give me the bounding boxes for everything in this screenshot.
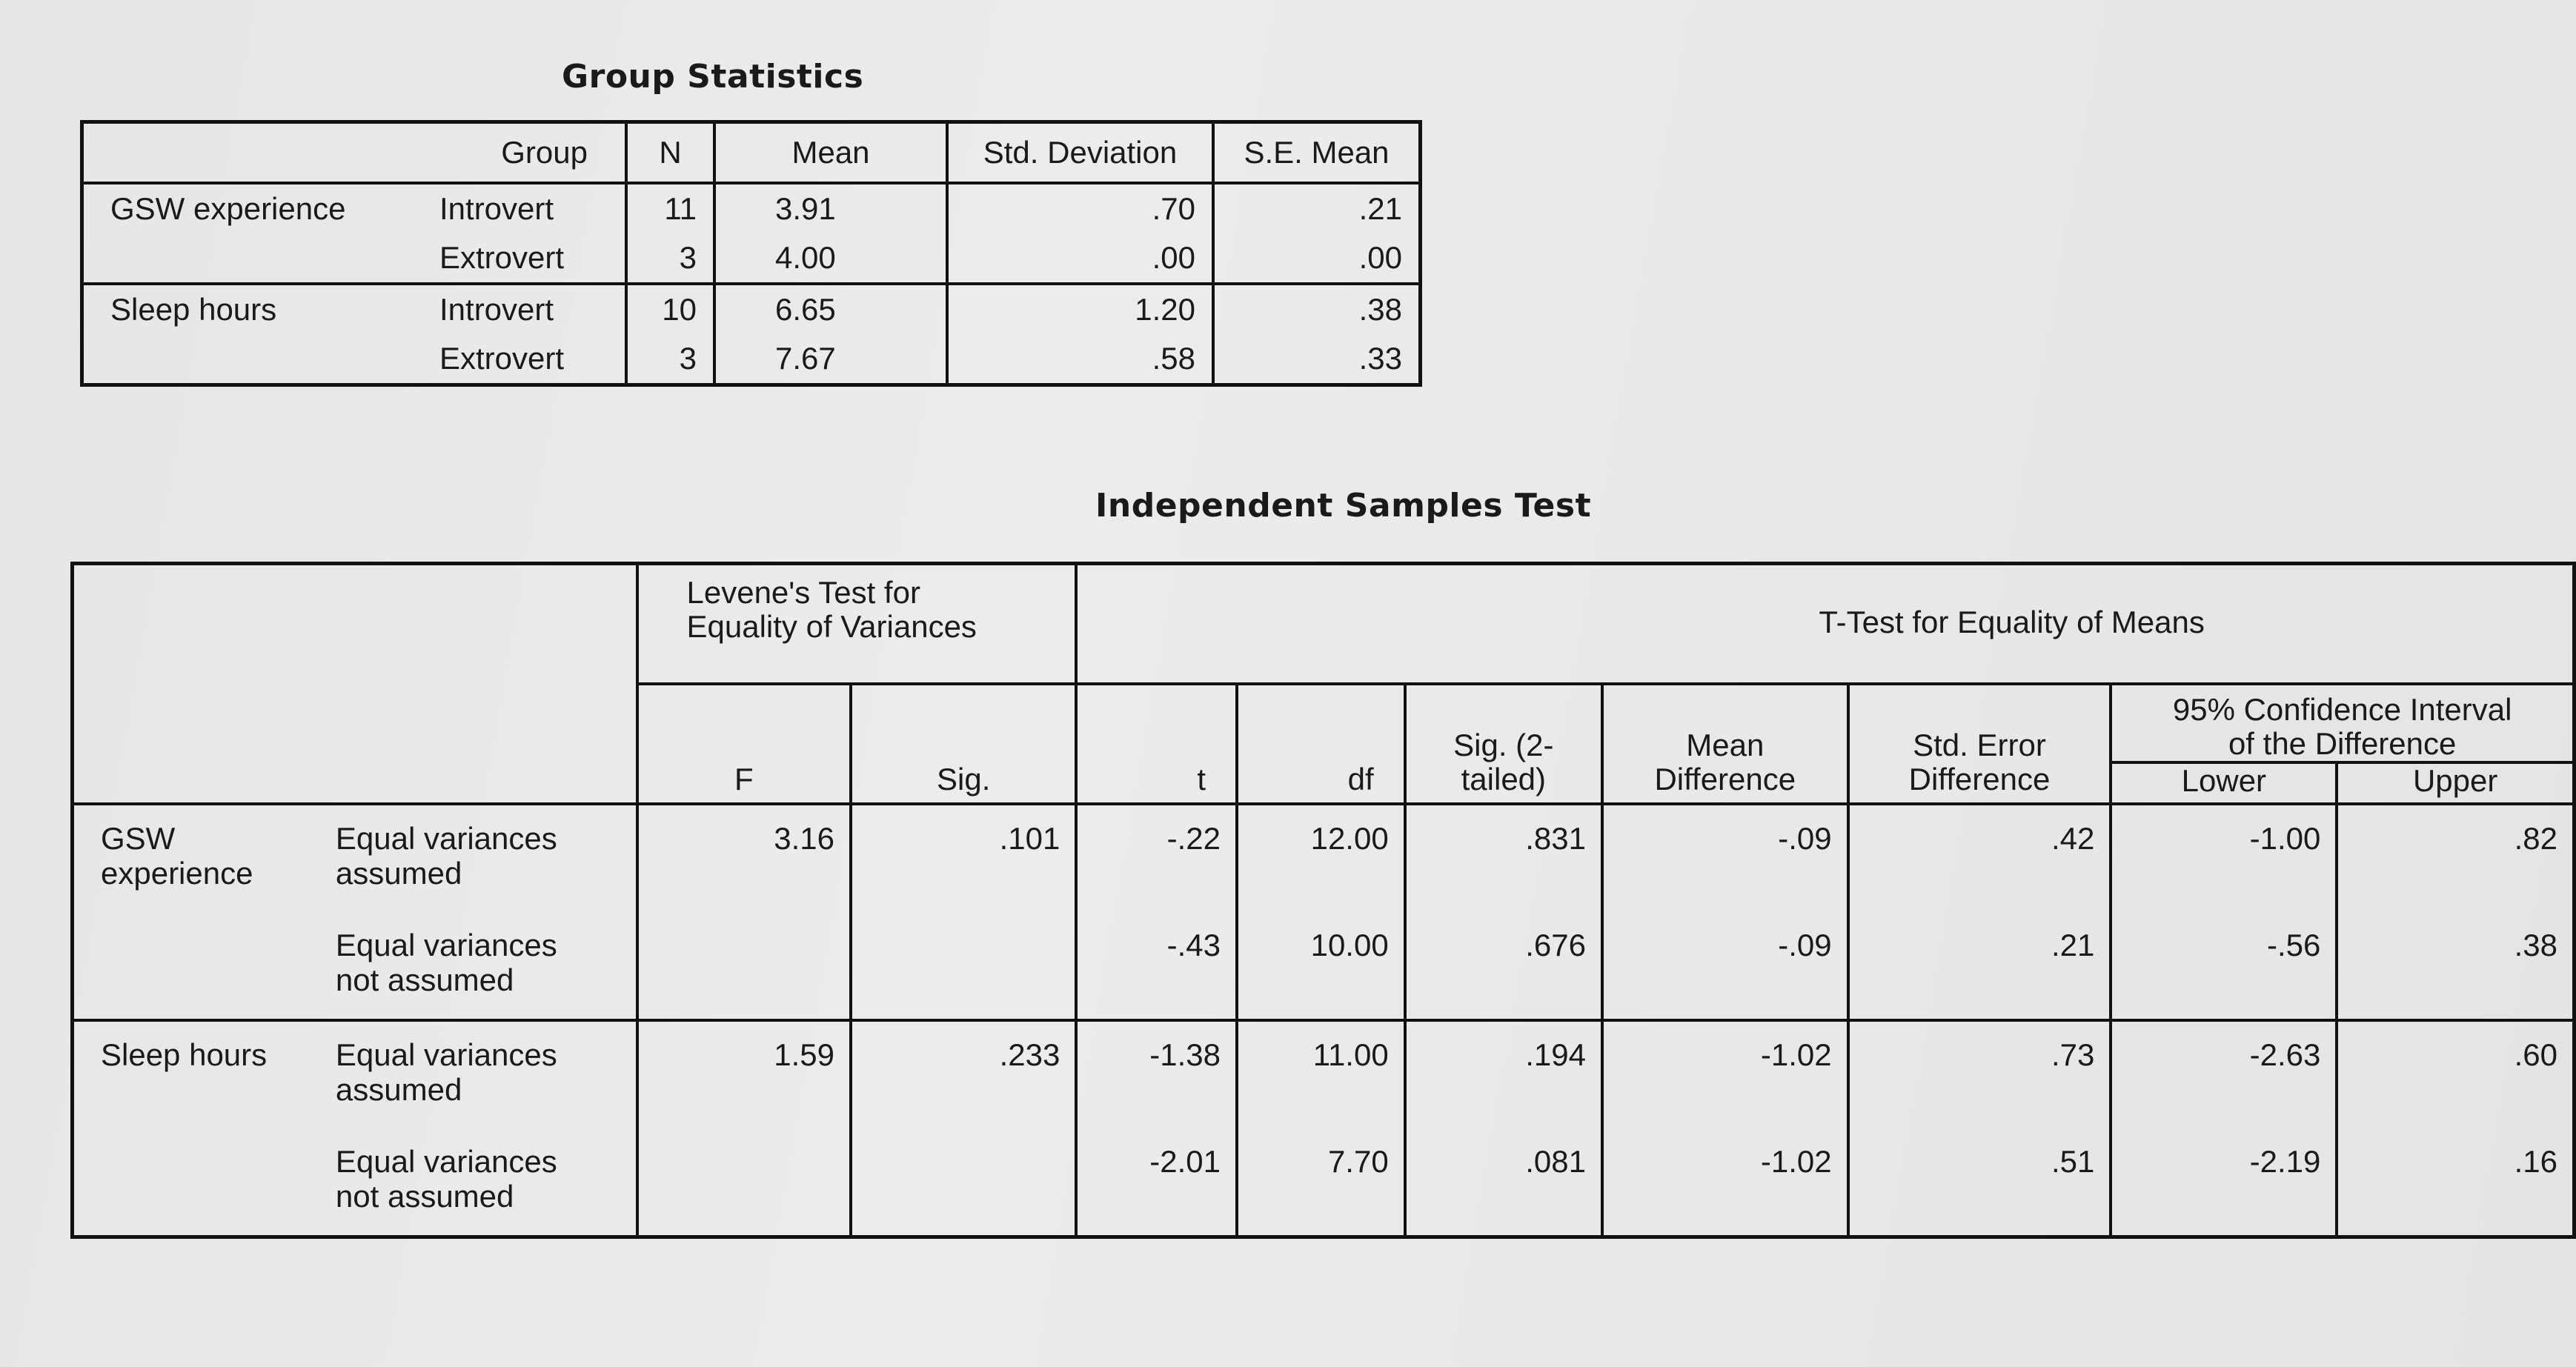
upper-value: .16 [2337,1128,2574,1237]
assumption-label-text: Equal variances not assumed [335,1144,557,1214]
sig2-value: .676 [1405,912,1602,1020]
variable-label [82,334,411,385]
independent-samples-table [70,562,2576,1239]
t-value: -1.38 [1076,1020,1237,1128]
df-value: 11.00 [1237,1020,1405,1128]
mean-difference-value: -.09 [1602,912,1848,1020]
header-sig: Sig. [851,684,1076,804]
ci-header-text: 95% Confidence Interval of the Difference [2172,692,2512,762]
se-difference-value: .21 [1848,912,2111,1020]
table-header-row [82,122,1421,184]
t-value: -.22 [1076,804,1237,912]
group-label: Introvert [410,284,626,334]
header-mean: Mean [714,122,947,184]
group-statistics-table [80,120,1422,387]
table-header-row [73,564,2575,685]
variable-label: Sleep hours [82,284,411,334]
lower-value: -.56 [2111,912,2337,1020]
table-row [73,912,2575,1020]
f-value [637,1128,852,1237]
independent-samples-title: Independent Samples Test [1095,487,1592,525]
sd-value: .00 [947,233,1213,284]
upper-value: .38 [2337,912,2574,1020]
se-difference-value: .73 [1848,1020,2111,1128]
header-t: t [1076,684,1237,804]
se-value: .33 [1213,334,1421,385]
upper-value: .82 [2337,804,2574,912]
table-row [82,183,1421,233]
variable-label: GSW experience [82,183,411,233]
table-row [73,804,2575,912]
f-value [637,912,852,1020]
assumption-label [328,912,637,1020]
f-value: 3.16 [637,804,852,912]
sig-value: .233 [851,1020,1076,1128]
mean-difference-value: -1.02 [1602,1128,1848,1237]
t-value: -2.01 [1076,1128,1237,1237]
header-blank [73,564,637,805]
df-value: 10.00 [1237,912,1405,1020]
df-value: 7.70 [1237,1128,1405,1237]
header-mean-difference-text: Mean Difference [1654,728,1796,797]
table-row [82,334,1421,385]
assumption-label-text: Equal variances not assumed [335,928,557,997]
df-value: 12.00 [1237,804,1405,912]
sig2-value: .081 [1405,1128,1602,1237]
variable-label [73,1020,328,1128]
assumption-label-text: Equal variances assumed [335,1037,557,1107]
table-row [73,1020,2575,1128]
mean-value: 6.65 [714,284,947,334]
assumption-label [328,1128,637,1237]
header-upper: Upper [2337,762,2574,804]
ci-header [2111,684,2574,762]
n-value: 11 [626,183,714,233]
t-value: -.43 [1076,912,1237,1020]
sig-value [851,1128,1076,1237]
header-mean-difference [1602,684,1848,804]
n-value: 3 [626,233,714,284]
header-std-error-difference-text: Std. Error Difference [1908,728,2051,797]
assumption-label-text: Equal variances assumed [335,821,557,891]
mean-value: 7.67 [714,334,947,385]
sig-value [851,912,1076,1020]
n-value: 10 [626,284,714,334]
mean-value: 3.91 [714,183,947,233]
lower-value: -2.19 [2111,1128,2337,1237]
se-difference-value: .42 [1848,804,2111,912]
table-row [82,233,1421,284]
table-row [82,284,1421,334]
table-row [73,1128,2575,1237]
se-difference-value: .51 [1848,1128,2111,1237]
se-value: .00 [1213,233,1421,284]
header-se-mean: S.E. Mean [1213,122,1421,184]
group-label: Extrovert [439,340,565,376]
sig2-value: .194 [1405,1020,1602,1128]
header-f: F [637,684,852,804]
variable-label-text: GSW experience [101,821,253,891]
variable-label [73,1128,328,1237]
assumption-label [328,804,637,912]
header-group: Group [501,134,588,170]
header-df: df [1237,684,1405,804]
header-blank [82,122,411,184]
assumption-label [328,1020,637,1128]
sd-value: 1.20 [947,284,1213,334]
se-value: .21 [1213,183,1421,233]
group-label: Introvert [410,183,626,233]
variable-label [73,804,328,912]
header-lower: Lower [2111,762,2337,804]
levene-header-text: Levene's Test for Equality of Variances [686,575,977,645]
sd-value: .70 [947,183,1213,233]
header-sig-2-tailed-text: Sig. (2-tailed) [1453,728,1554,797]
ttest-header: T-Test for Equality of Means [1076,564,2574,685]
levene-header [637,564,1077,685]
sd-value: .58 [947,334,1213,385]
f-value: 1.59 [637,1020,852,1128]
header-n: N [626,122,714,184]
variable-label [82,233,411,284]
header-sig-2-tailed [1405,684,1602,804]
lower-value: -1.00 [2111,804,2337,912]
mean-value: 4.00 [714,233,947,284]
header-std-deviation: Std. Deviation [947,122,1213,184]
header-std-error-difference [1848,684,2111,804]
group-label: Extrovert [439,239,565,275]
mean-difference-value: -.09 [1602,804,1848,912]
se-value: .38 [1213,284,1421,334]
n-value: 3 [626,334,714,385]
lower-value: -2.63 [2111,1020,2337,1128]
mean-difference-value: -1.02 [1602,1020,1848,1128]
group-statistics-title: Group Statistics [562,58,864,96]
variable-label-text: Sleep hours [101,1037,268,1073]
sig-value: .101 [851,804,1076,912]
sig2-value: .831 [1405,804,1602,912]
variable-label [73,912,328,1020]
upper-value: .60 [2337,1020,2574,1128]
